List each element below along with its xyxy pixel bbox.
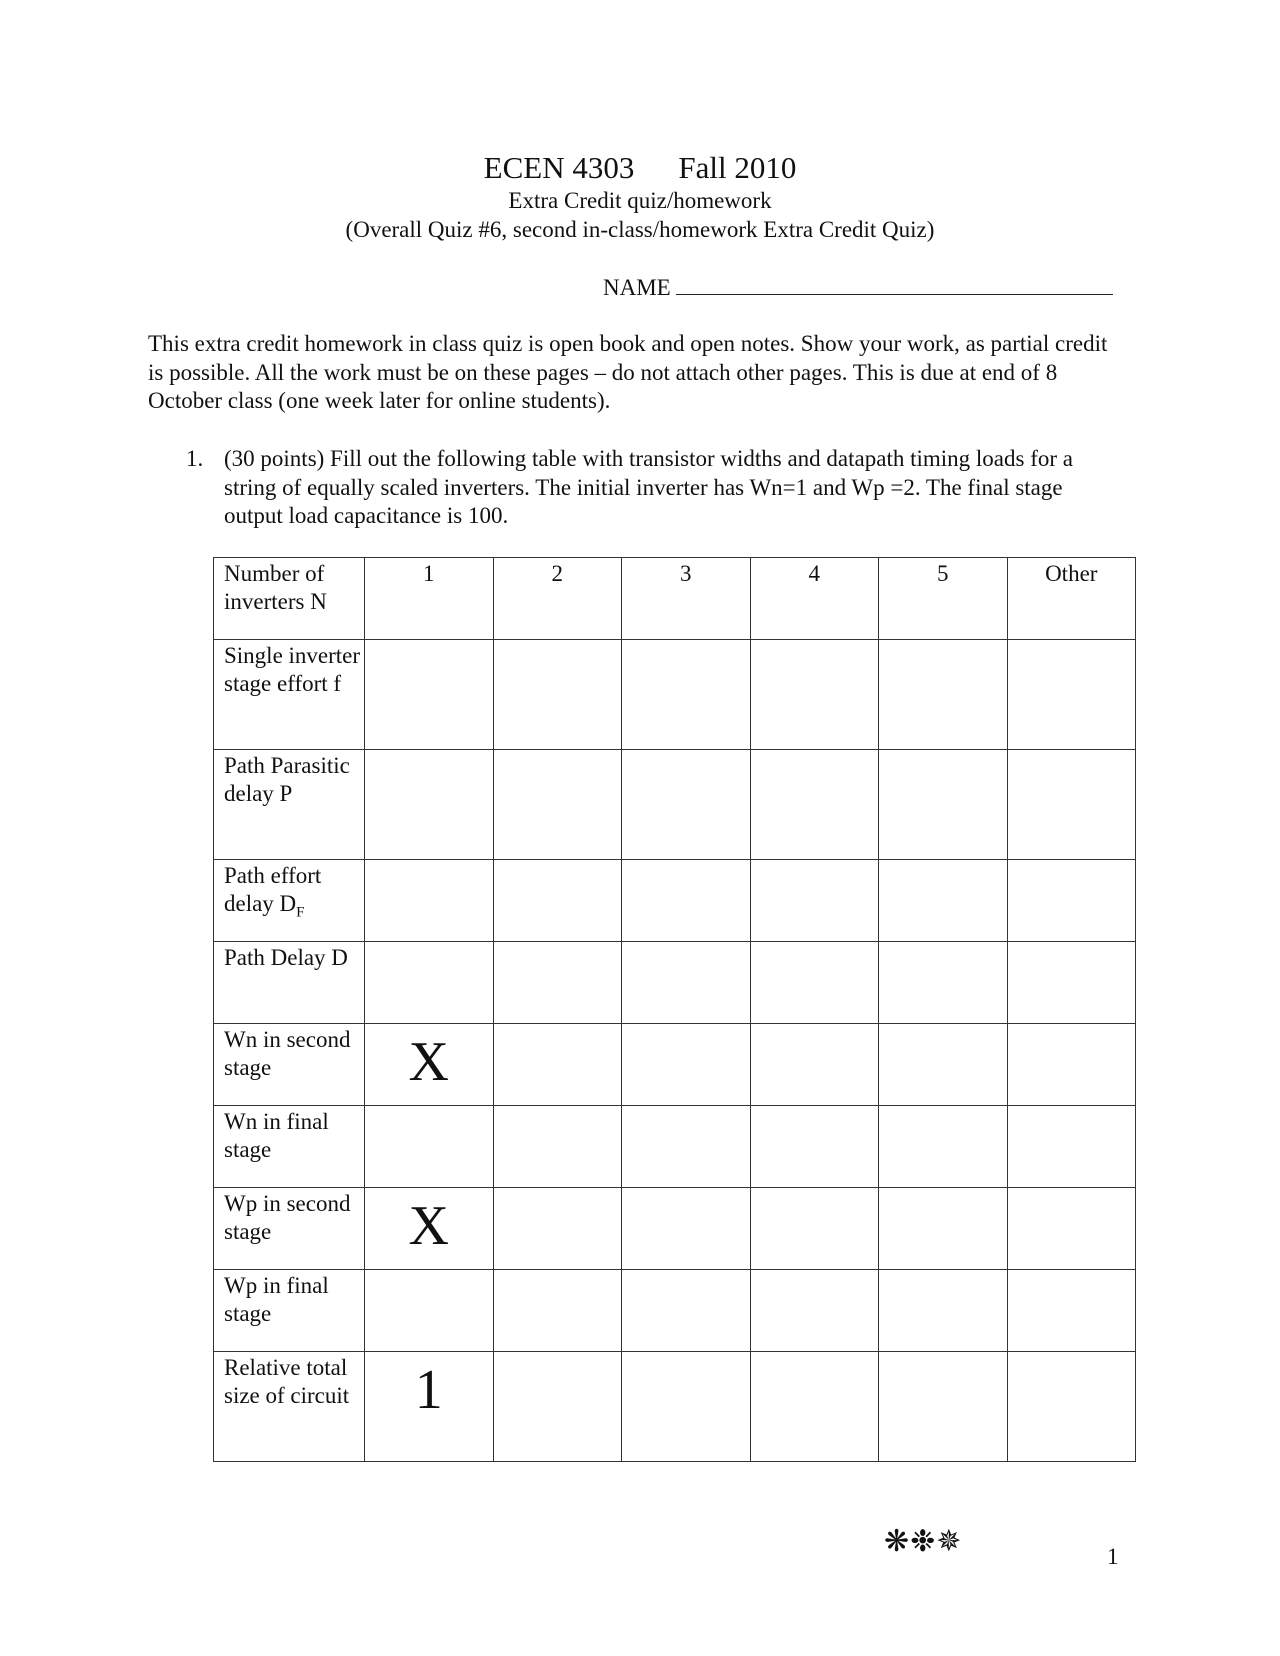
answer-cell[interactable] <box>493 1188 622 1270</box>
question-text: (30 points) Fill out the following table with transistor widths and datapath timing loads for a string of equally scaled inverters. The initial inverter has Wn=1 and Wp =2. The final stage output load capacitance is 100. <box>224 446 1073 528</box>
name-field <box>603 272 1113 301</box>
answer-cell[interactable] <box>879 860 1008 942</box>
row-label-subscript: F <box>296 904 305 921</box>
answer-cell[interactable] <box>750 1024 879 1106</box>
answer-cell[interactable] <box>750 942 879 1024</box>
question-1 <box>186 445 1106 531</box>
answer-cell[interactable] <box>1007 640 1136 750</box>
answer-cell[interactable] <box>879 942 1008 1024</box>
answer-cell[interactable] <box>493 1270 622 1352</box>
answer-cell[interactable] <box>879 750 1008 860</box>
answer-cell[interactable] <box>879 640 1008 750</box>
page-number: 1 <box>1107 1544 1119 1569</box>
answer-cell[interactable] <box>879 1270 1008 1352</box>
course-code: ECEN 4303 <box>483 150 635 185</box>
crossed-out-cell: X <box>365 1024 494 1106</box>
answer-cell[interactable] <box>493 1106 622 1188</box>
answer-cell[interactable] <box>493 1024 622 1106</box>
table-row <box>214 942 1136 1024</box>
answer-cell[interactable] <box>622 1188 751 1270</box>
table-row <box>214 640 1136 750</box>
answer-cell[interactable] <box>1007 1270 1136 1352</box>
answer-cell[interactable] <box>879 1106 1008 1188</box>
table-row <box>214 860 1136 942</box>
row-label: Single inverter stage effort f <box>214 640 365 750</box>
row-label: Path Delay D <box>214 942 365 1024</box>
answer-cell[interactable] <box>1007 750 1136 860</box>
answer-cell[interactable] <box>1007 1024 1136 1106</box>
answer-cell[interactable] <box>750 860 879 942</box>
header-label-cell: Number of inverters N <box>214 558 365 640</box>
answer-cell[interactable] <box>750 640 879 750</box>
row-label: Wn in final stage <box>214 1106 365 1188</box>
answer-cell[interactable] <box>750 1352 879 1462</box>
answer-cell[interactable] <box>493 860 622 942</box>
answer-cell[interactable] <box>493 750 622 860</box>
row-label <box>214 860 365 942</box>
answer-cell[interactable] <box>750 1188 879 1270</box>
answer-cell[interactable] <box>622 1270 751 1352</box>
table-row <box>214 750 1136 860</box>
column-header: 4 <box>750 558 879 640</box>
table-row <box>214 1024 1136 1106</box>
answer-cell[interactable] <box>879 1024 1008 1106</box>
table-row <box>214 1270 1136 1352</box>
course-term: Fall 2010 <box>678 150 797 185</box>
answer-cell[interactable] <box>622 860 751 942</box>
answer-cell[interactable] <box>622 1352 751 1462</box>
answer-cell[interactable] <box>622 1024 751 1106</box>
answer-cell[interactable] <box>879 1188 1008 1270</box>
answer-cell[interactable] <box>879 1352 1008 1462</box>
answer-cell[interactable] <box>1007 860 1136 942</box>
table-row <box>214 1352 1136 1462</box>
name-blank-line <box>676 272 1113 295</box>
decorative-star-icon: ❋❉✵ <box>884 1524 963 1559</box>
row-label: Path Parasitic delay P <box>214 750 365 860</box>
row-label: Wp in final stage <box>214 1270 365 1352</box>
answer-cell[interactable] <box>622 640 751 750</box>
given-value-cell: 1 <box>365 1352 494 1462</box>
name-label: NAME <box>603 275 671 300</box>
answer-cell[interactable] <box>750 750 879 860</box>
column-header: Other <box>1007 558 1136 640</box>
answer-cell[interactable] <box>365 640 494 750</box>
subtitle: Extra Credit quiz/homework <box>508 188 772 213</box>
answer-cell[interactable] <box>750 1106 879 1188</box>
question-number: 1. <box>186 446 204 471</box>
answer-cell[interactable] <box>493 640 622 750</box>
row-label-text: Path effort delay D <box>224 863 322 916</box>
answer-cell[interactable] <box>1007 942 1136 1024</box>
crossed-out-cell: X <box>365 1188 494 1270</box>
column-header: 1 <box>365 558 494 640</box>
column-header: 3 <box>622 558 751 640</box>
answer-cell[interactable] <box>1007 1188 1136 1270</box>
answer-cell[interactable] <box>365 942 494 1024</box>
table-header-row <box>214 558 1136 640</box>
answer-cell[interactable] <box>365 1106 494 1188</box>
row-label: Wn in second stage <box>214 1024 365 1106</box>
table-row <box>214 1106 1136 1188</box>
course-title <box>0 150 1280 186</box>
row-label: Wp in second stage <box>214 1188 365 1270</box>
instructions-paragraph: This extra credit homework in class quiz is open book and open notes. Show your work, as partial credit is possible. All the work must be on these pages – do not attach other pages. This is due at end of 8 October class (one week later for online students). <box>148 331 1108 413</box>
answer-cell[interactable] <box>365 750 494 860</box>
answer-cell[interactable] <box>750 1270 879 1352</box>
column-header: 2 <box>493 558 622 640</box>
answer-cell[interactable] <box>493 1352 622 1462</box>
subtitle-note: (Overall Quiz #6, second in-class/homework Extra Credit Quiz) <box>345 217 935 242</box>
answer-cell[interactable] <box>493 942 622 1024</box>
document-header <box>0 150 1280 244</box>
table-row <box>214 1188 1136 1270</box>
answer-cell[interactable] <box>622 750 751 860</box>
answer-cell[interactable] <box>1007 1352 1136 1462</box>
row-label: Relative total size of circuit <box>214 1352 365 1462</box>
answer-table <box>213 557 1136 1462</box>
answer-cell[interactable] <box>365 860 494 942</box>
answer-cell[interactable] <box>622 942 751 1024</box>
column-header: 5 <box>879 558 1008 640</box>
answer-cell[interactable] <box>365 1270 494 1352</box>
answer-cell[interactable] <box>1007 1106 1136 1188</box>
answer-cell[interactable] <box>622 1106 751 1188</box>
